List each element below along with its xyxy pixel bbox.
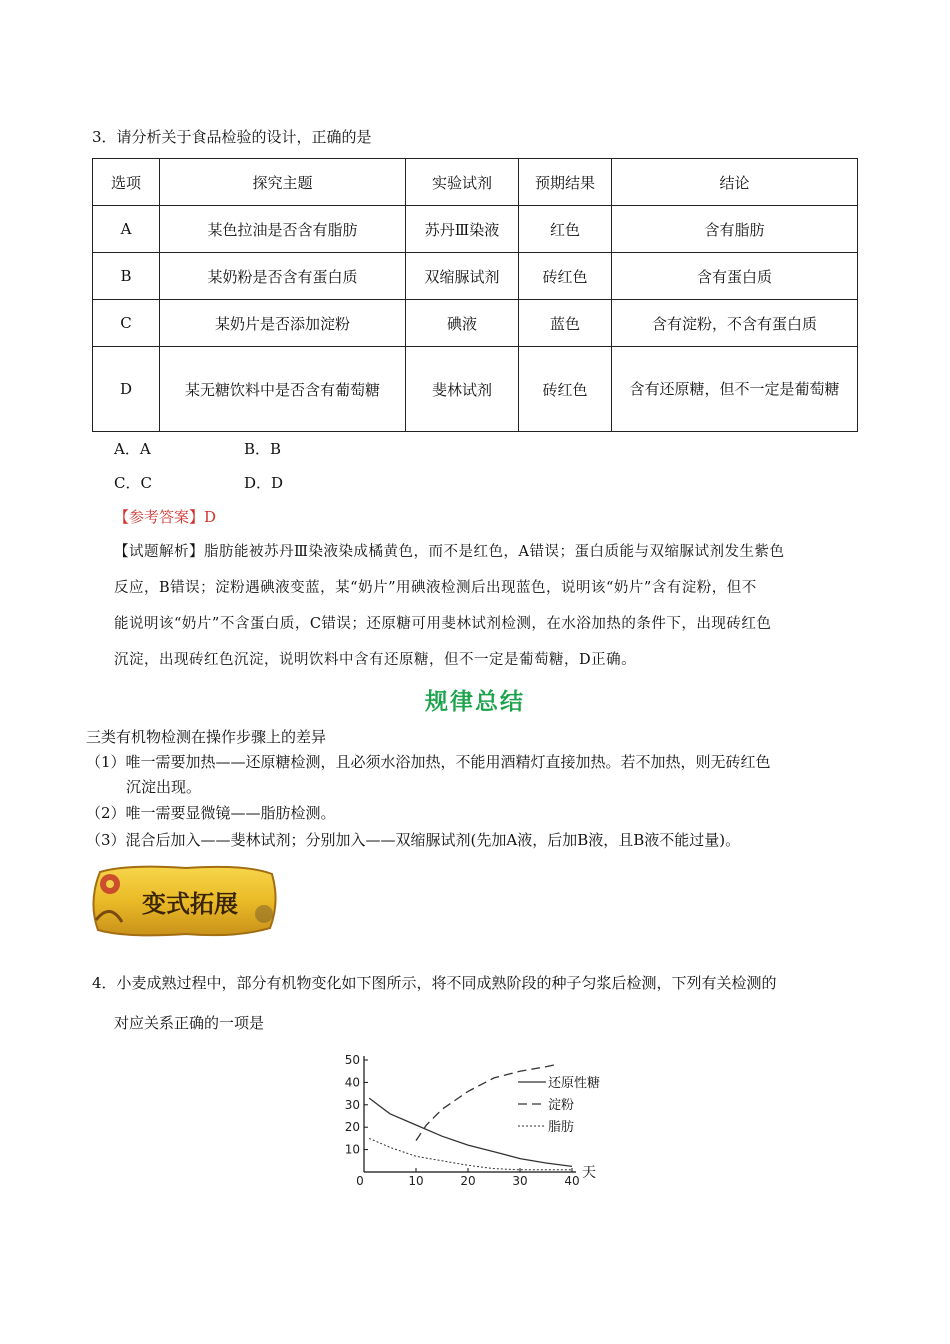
option-d: D．D (244, 474, 284, 492)
table-cell: 含有还原糖，但不一定是葡萄糖 (612, 347, 858, 432)
table-cell: 某无糖饮料中是否含有葡萄糖 (160, 347, 406, 432)
table-cell: 某色拉油是否含有脂肪 (160, 206, 406, 253)
q4-line-1: 4．小麦成熟过程中，部分有机物变化如下图所示，将不同成熟阶段的种子匀浆后检测，下列有关检测的 (92, 974, 777, 992)
option-b: B．B (244, 440, 282, 458)
table-header-cell: 实验试剂 (406, 159, 519, 206)
y-tick-label: 40 (344, 1075, 360, 1090)
table-header-cell: 选项 (93, 159, 160, 206)
table-cell: 双缩脲试剂 (406, 253, 519, 300)
table-cell: 砖红色 (519, 347, 612, 432)
summary-item-1-cont: 沉淀出现。 (126, 778, 202, 796)
legend-label: 脂肪 (548, 1120, 575, 1135)
table-row (93, 347, 858, 432)
analysis-block (114, 534, 874, 678)
variant-extension-banner (86, 862, 282, 940)
summary-intro: 三类有机物检测在操作步骤上的差异 (86, 728, 327, 746)
table-header-row (93, 159, 858, 206)
analysis-line: 能说明该“奶片”不含蛋白质，C错误；还原糖可用斐林试剂检测，在水浴加热的条件下，出现砖红色 (114, 616, 772, 632)
series-line-1 (369, 1098, 575, 1166)
q3-title: 3．请分析关于食品检验的设计，正确的是 (92, 128, 372, 146)
table-header-cell: 预期结果 (519, 159, 612, 206)
analysis-line: 反应，B错误；淀粉遇碘液变蓝，某“奶片”用碘液检测后出现蓝色，说明该“奶片”含有淀粉，但不 (114, 580, 757, 596)
y-tick-label: 20 (344, 1120, 360, 1135)
summary-item-3: （3）混合后加入——斐林试剂；分别加入——双缩脲试剂(先加A液，后加B液，且B液不能过量)。 (86, 831, 741, 849)
series-line-2 (416, 1065, 556, 1141)
banner-text: 变式拓展 (142, 889, 238, 918)
organic-matter-chart (330, 1050, 620, 1190)
x-tick-label: 10 (408, 1174, 424, 1188)
q4-line-2: 对应关系正确的一项是 (114, 1014, 265, 1032)
x-axis-label: 天 (582, 1165, 596, 1181)
table-row (93, 206, 858, 253)
table-header-cell: 探究主题 (160, 159, 406, 206)
table-cell: 苏丹Ⅲ染液 (406, 206, 519, 253)
table-cell: 含有脂肪 (612, 206, 858, 253)
analysis-line: 脂肪能被苏丹Ⅲ染液染成橘黄色，而不是红色，A错误；蛋白质能与双缩脲试剂发生紫色 (204, 544, 785, 560)
summary-item-1: （1）唯一需要加热——还原糖检测，且必须水浴加热，不能用酒精灯直接加热。若不加热，则无砖红色 (86, 753, 771, 771)
table-cell: 斐林试剂 (406, 347, 519, 432)
x-tick-label: 0 (356, 1174, 364, 1188)
table-row (93, 300, 858, 347)
table-cell: 含有淀粉，不含有蛋白质 (612, 300, 858, 347)
y-tick-label: 50 (344, 1053, 360, 1067)
summary-item-2: （2）唯一需要显微镜——脂肪检测。 (86, 804, 336, 822)
table-cell: 砖红色 (519, 253, 612, 300)
q3-table (92, 158, 858, 432)
answer-label: 【参考答案】D (114, 508, 217, 526)
y-tick-label: 30 (344, 1097, 360, 1112)
table-cell: A (93, 206, 160, 253)
table-header-cell: 结论 (612, 159, 858, 206)
summary-title: 规律总结 (425, 688, 525, 715)
x-tick-label: 40 (564, 1174, 580, 1188)
option-c: C．C (114, 474, 152, 492)
table-cell: 含有蛋白质 (612, 253, 858, 300)
x-tick-label: 30 (512, 1174, 528, 1188)
legend-label: 淀粉 (548, 1098, 575, 1113)
table-cell: 红色 (519, 206, 612, 253)
table-cell: B (93, 253, 160, 300)
table-cell: 碘液 (406, 300, 519, 347)
table-row (93, 253, 858, 300)
legend-label: 还原性糖 (548, 1076, 601, 1091)
table-cell: 某奶粉是否含有蛋白质 (160, 253, 406, 300)
x-tick-label: 20 (460, 1174, 476, 1188)
series-line-3 (369, 1138, 572, 1169)
analysis-label: 【试题解析】 (114, 544, 204, 560)
table-cell: 蓝色 (519, 300, 612, 347)
option-a: A．A (114, 440, 151, 458)
analysis-line: 沉淀，出现砖红色沉淀，说明饮料中含有还原糖，但不一定是葡萄糖，D正确。 (114, 652, 637, 668)
table-cell: 某奶片是否添加淀粉 (160, 300, 406, 347)
y-tick-label: 10 (344, 1142, 360, 1157)
table-cell: D (93, 347, 160, 432)
table-cell: C (93, 300, 160, 347)
